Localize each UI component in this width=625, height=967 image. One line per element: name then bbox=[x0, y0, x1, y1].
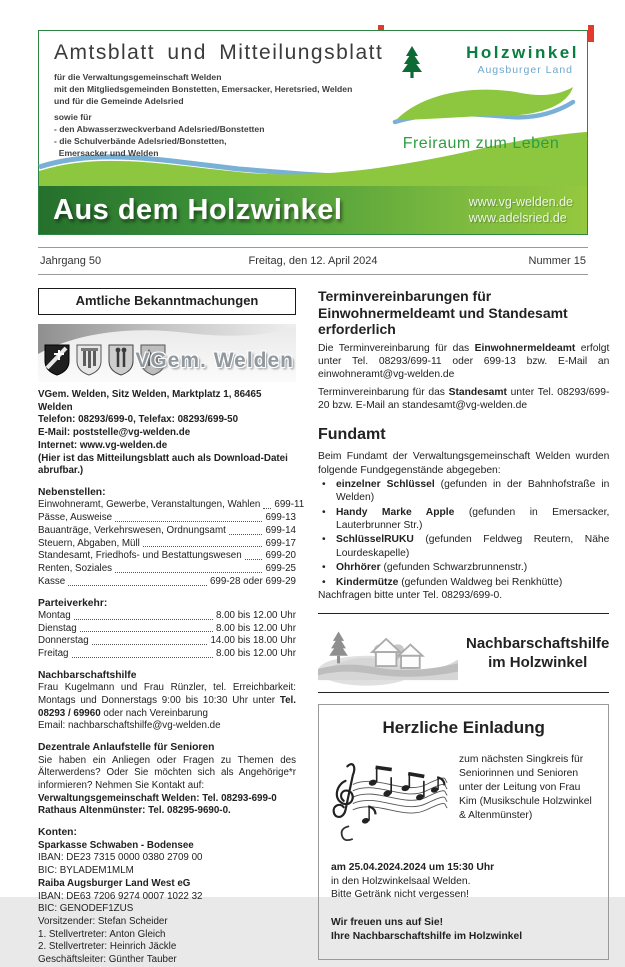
text-line: sowie für bbox=[54, 112, 92, 123]
text-line: 1. Stellvertreter: Anton Gleich bbox=[38, 928, 166, 940]
text-line: 2. Stellvertreter: Heinrich Jäckle bbox=[38, 941, 177, 953]
text-line: und für die Gemeinde Adelsried bbox=[54, 96, 184, 107]
issue-volume: Jahrgang 50 bbox=[40, 255, 102, 267]
print-artifact-red-mark bbox=[588, 25, 594, 42]
text-line: VGem. Welden, Sitz Welden, Marktplatz 1, 86465 Welden bbox=[38, 388, 262, 413]
logo-hill-graphic bbox=[389, 78, 579, 128]
left-column bbox=[38, 288, 305, 967]
section-header-amtliche-bekanntmachungen: Amtliche Bekanntmachungen bbox=[38, 288, 296, 315]
parteiverkehr-list bbox=[38, 610, 296, 661]
konten-list bbox=[38, 840, 296, 967]
content-columns bbox=[38, 288, 610, 967]
issue-number: Nummer 15 bbox=[528, 255, 586, 267]
url-vg-welden: www.vg-welden.de bbox=[468, 194, 573, 209]
invitation-content-row bbox=[331, 753, 596, 845]
divider-line bbox=[318, 692, 609, 693]
directory-row: Dienstag 8.00 bis 12.00 Uhr bbox=[38, 622, 296, 634]
directory-row: Steuern, Abgaben, Müll 699-17 bbox=[38, 537, 296, 549]
text-line: Rathaus Altenmünster: Tel. 08295-9690-0. bbox=[38, 805, 231, 817]
text-line: Emersacker und Welden bbox=[54, 148, 159, 159]
text-line: IBAN: DE23 7315 0000 0380 2709 00 bbox=[38, 852, 203, 864]
text-line: Verwaltungsgemeinschaft Welden: Tel. 08293-699-0 bbox=[38, 792, 277, 804]
directory-row: Standesamt, Friedhofs- und Bestattungswesen 699-20 bbox=[38, 550, 296, 562]
fir-tree-icon bbox=[399, 45, 425, 79]
directory-row: Renten, Soziales 699-25 bbox=[38, 563, 296, 575]
invitation-note: Bitte Getränk nicht vergessen! bbox=[331, 889, 469, 901]
website-urls bbox=[469, 194, 573, 227]
logo-name: Holzwinkel bbox=[466, 43, 579, 62]
text-line: Vorsitzender: Stefan Scheider bbox=[38, 916, 168, 927]
vgem-address-block bbox=[38, 389, 296, 478]
senioren-text: Sie haben ein Anliegen oder Fragen zu Themen des Älterwerdens? Oder Sie möchten sich als Angehörige*r informieren? Nehmen Sie Kontakt auf: bbox=[38, 754, 296, 792]
fundamt-intro: Beim Fundamt der Verwaltungsgemeinschaft Welden wurden folgende Fundgegenstände abgegeben: bbox=[318, 451, 610, 476]
nebenstellen-heading: Nebenstellen: bbox=[38, 487, 106, 499]
directory-row: Bauanträge, Verkehrswesen, Ordnungsamt 699-14 bbox=[38, 524, 296, 536]
invitation-box bbox=[318, 704, 609, 960]
masthead bbox=[38, 30, 588, 235]
invitation-details bbox=[331, 861, 596, 901]
logo-region: Augsburger Land bbox=[477, 64, 573, 76]
termin-article-heading: Terminvereinbarungen für Einwohnermeldeamt und Standesamt erforderlich bbox=[318, 288, 568, 338]
directory-row: Kasse 699-28 oder 699-29 bbox=[38, 575, 296, 587]
coat-of-arms-3 bbox=[109, 345, 133, 375]
konten-heading: Konten: bbox=[38, 827, 77, 839]
found-item: • Ohrhörer (gefunden Schwarzbrunnenstr.) bbox=[322, 562, 528, 574]
music-notes-illustration bbox=[331, 753, 449, 845]
invitation-location: in den Holzwinkelsaal Welden. bbox=[331, 875, 471, 887]
found-item: • Handy Marke Apple (gefunden in Emersacker, Lauterbrunner Str.) bbox=[322, 506, 610, 532]
url-adelsried: www.adelsried.de bbox=[468, 211, 567, 225]
senioren-contacts bbox=[38, 793, 296, 818]
publication-subtitle bbox=[54, 71, 384, 107]
fundamt-outro: Nachfragen bitte unter Tel. 08293/699-0. bbox=[318, 589, 503, 601]
directory-row: Pässe, Ausweise 699-13 bbox=[38, 512, 296, 524]
text-line: Internet: www.vg-welden.de bbox=[38, 439, 168, 451]
nachbarschaftshilfe-heading: Nachbarschaftshilfe bbox=[38, 669, 137, 681]
termin-paragraph-2: Terminvereinbarung für das Standesamt unter Tel. 08293/699-20 bzw. E-Mail an standesamt@vg-welden.de bbox=[318, 386, 610, 412]
text-line: IBAN: DE63 7206 9274 0007 1022 32 bbox=[38, 890, 203, 902]
directory-row: Einwohneramt, Gewerbe, Veranstaltungen, Wahlen 699-11 bbox=[38, 499, 305, 511]
text-line: - den Abwasserzweckverband Adelsried/Bonstetten bbox=[54, 124, 265, 135]
found-item: • einzelner Schlüssel (gefunden in der Bahnhofstraße in Welden) bbox=[322, 478, 610, 504]
issue-date: Freitag, den 12. April 2024 bbox=[248, 255, 378, 267]
fundamt-items bbox=[318, 478, 609, 589]
title-banner bbox=[39, 186, 587, 234]
invitation-closing: Wir freuen uns auf Sie! Ihre Nachbarschaftshilfe im Holzwinkel bbox=[331, 916, 523, 943]
coat-of-arms-1 bbox=[45, 345, 69, 375]
invitation-intro-text: zum nächsten Singkreis für Seniorinnen und Senioren unter der Leitung von Frau Kim (Musikschule Holzwinkel & Altenmünster) bbox=[459, 754, 592, 821]
coat-of-arms-2 bbox=[77, 345, 101, 375]
text-line: mit den Mitgliedsgemeinden Bonstetten, Emersacker, Heretsried, Welden bbox=[54, 84, 353, 95]
text-line: Telefon: 08293/699-0, Telefax: 08293/699-50 bbox=[38, 414, 239, 426]
termin-paragraph-1: Die Terminvereinbarung für das Einwohnermeldeamt erfolgt unter Tel. 08293/699-11 oder 699-13 bzw. E-Mail an einwohneramt@vg-welden.de bbox=[318, 342, 610, 381]
directory-row: Montag 8.00 bis 12.00 Uhr bbox=[38, 609, 296, 621]
nebenstellen-list bbox=[38, 499, 305, 588]
neighborhood-help-logo bbox=[318, 625, 458, 681]
text-line: (Hier ist das Mitteilungsblatt auch als Download-Datei abrufbar.) bbox=[38, 452, 288, 477]
found-item: • Kindermütze (gefunden Waldweg bei Renkhütte) bbox=[322, 576, 563, 588]
text-line: E-Mail: poststelle@vg-welden.de bbox=[38, 427, 191, 439]
parteiverkehr-heading: Parteiverkehr: bbox=[38, 597, 108, 609]
right-column bbox=[318, 288, 609, 967]
invitation-heading: Herzliche Einladung bbox=[382, 718, 545, 738]
nachbarschaftshilfe-logo-row bbox=[318, 625, 609, 681]
invitation-date: am 25.04.2024.2024 um 15:30 Uhr bbox=[331, 862, 495, 874]
text-line: BIC: BYLADEM1MLM bbox=[38, 865, 134, 877]
publication-additional-bodies bbox=[54, 111, 384, 159]
text-line: - die Schulverbände Adelsried/Bonstetten, bbox=[54, 136, 227, 147]
directory-row: Donnerstag 14.00 bis 18.00 Uhr bbox=[38, 635, 296, 647]
issue-info-bar bbox=[38, 247, 588, 275]
neighborhood-help-title: Nachbarschaftshilfe im Holzwinkel bbox=[466, 634, 610, 672]
text-line: Raiba Augsburger Land West eG bbox=[38, 877, 191, 889]
vgem-welden-banner bbox=[38, 324, 296, 382]
divider-line bbox=[318, 613, 609, 614]
masthead-left bbox=[54, 41, 384, 159]
fundamt-heading: Fundamt bbox=[318, 426, 386, 444]
senioren-heading: Dezentrale Anlaufstelle für Senioren bbox=[38, 742, 215, 754]
logo-slogan: Freiraum zum Leben bbox=[402, 135, 560, 152]
nachbarschaftshilfe-text: Frau Kugelmann und Frau Rünzler, tel. Erreichbarkeit: Montags und Donnerstags 9:00 bis 10:30 Uhr unter Tel. 08293 / 69960 oder nach Vereinbarung bbox=[38, 682, 296, 719]
holzwinkel-logo bbox=[383, 43, 579, 153]
newsletter-title: Aus dem Holzwinkel bbox=[53, 193, 343, 226]
text-line: Geschäftsleiter: Günther Tauber bbox=[38, 954, 177, 966]
publication-title: Amtsblatt und Mitteilungsblatt bbox=[54, 41, 384, 64]
directory-row: Freitag 8.00 bis 12.00 Uhr bbox=[38, 648, 296, 660]
text-line: BIC: GENODEF1ZUS bbox=[38, 903, 134, 915]
found-item: • SchlüsselRUKU (gefunden Feldweg Reutern, Nähe Lourdeskapelle) bbox=[322, 534, 610, 559]
nachbarschaftshilfe-email: Email: nachbarschaftshilfe@vg-welden.de bbox=[38, 720, 221, 732]
vgem-banner-title: VGem. Welden bbox=[135, 348, 294, 372]
text-line: für die Verwaltungsgemeinschaft Welden bbox=[54, 72, 222, 82]
holzwinkel-logo-top bbox=[383, 43, 579, 76]
text-line: Sparkasse Schwaben - Bodensee bbox=[38, 839, 194, 851]
